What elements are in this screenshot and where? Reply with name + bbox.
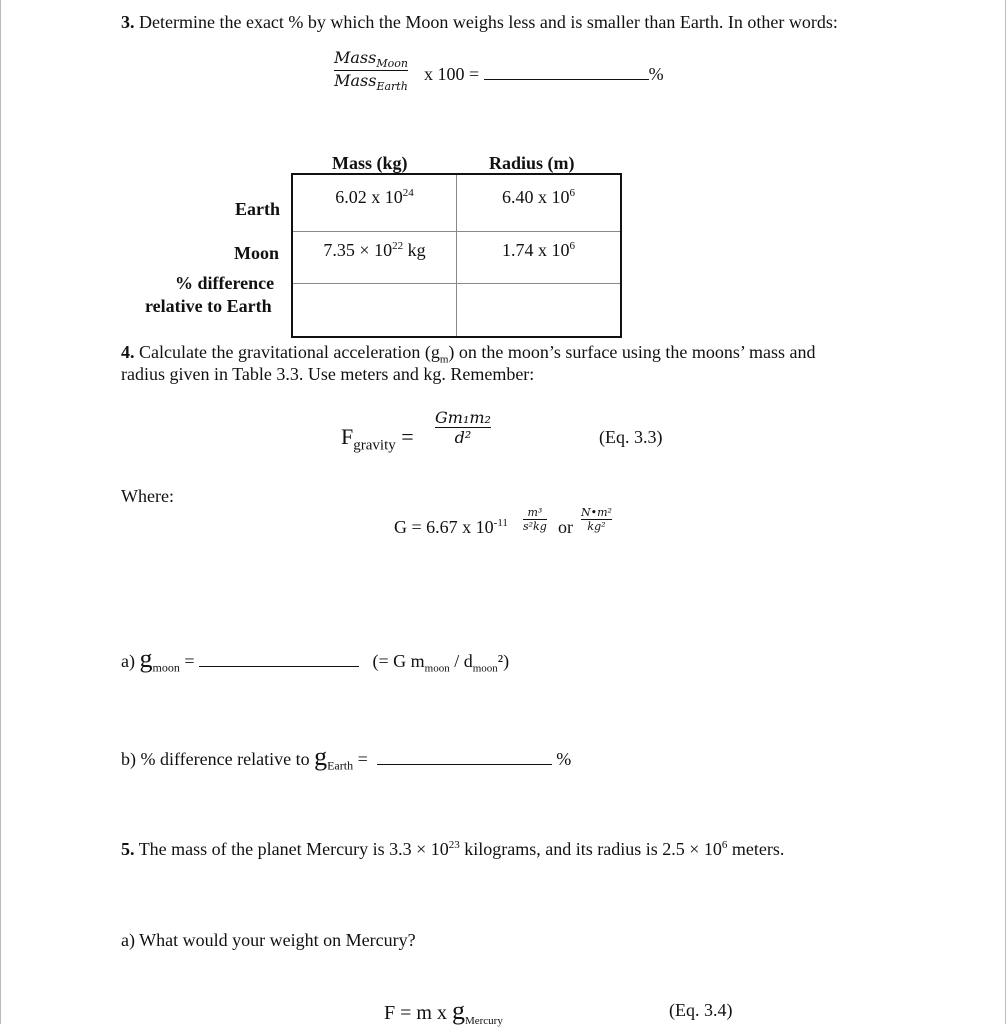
q3-text: 3. Determine the exact % by which the Moon weighs less and is smaller than Earth. In other words: — [121, 12, 838, 32]
table-row — [292, 284, 621, 338]
row-label-diff-2: relative to Earth — [145, 296, 272, 316]
eq-3-3-label: (Eq. 3.3) — [599, 427, 663, 447]
or-text: or — [558, 517, 573, 537]
header-radius: Radius (m) — [489, 153, 575, 173]
q4b: b) % difference relative to $g_{Earth}$ = % — [121, 742, 572, 773]
gmoon-answer-blank[interactable] — [199, 666, 359, 667]
eq-3-3-lhs: $F_{gravity}$ = — [341, 424, 414, 454]
eq-3-4: F = m x $g_{Mercury}$ — [384, 996, 503, 1027]
cell-earth-radius[interactable]: 6.40 x $10^6$ — [457, 174, 622, 232]
q3-fraction: Mass$_{Moon}$ Mass$_{Earth}$ — [334, 48, 408, 94]
q4-text-line2: radius given in Table 3.3. Use meters and kg. Remember: — [121, 364, 535, 384]
g-constant: G = 6.67 x $10^{-11}$ — [394, 517, 508, 537]
where-label: Where: — [121, 486, 174, 506]
g-unit-2: N•m² kg² — [581, 506, 612, 533]
row-label-diff-1: % difference — [175, 273, 275, 293]
q3-times: x 100 = % — [424, 64, 664, 84]
q4-text: 4. Calculate the gravitational acceleration $(g_m)$ on the moon’s surface using the moons’ mass and — [121, 342, 816, 366]
gearth-diff-answer-blank[interactable] — [377, 764, 552, 765]
cell-earth-mass[interactable]: 6.02 x $10^{24}$ — [292, 174, 457, 232]
data-table — [291, 173, 622, 338]
g-unit-1: m³ s²kg — [523, 506, 547, 533]
table-row — [292, 232, 621, 284]
q4a: a) $g_{moon}$ = (= G $m_{moon} / d_{moon}^2$) — [121, 644, 510, 675]
q5-text: 5. The mass of the planet Mercury is $3.3 \times 10^{23}$ kilograms, and its radius is $2.5 \times 10^6$ meters. — [121, 839, 785, 859]
q5a: a) What would your weight on Mercury? — [121, 930, 416, 950]
answer-blank[interactable] — [484, 79, 649, 80]
eq-3-3-fraction: Gm₁m₂ d² — [435, 408, 491, 447]
eq-3-4-label: (Eq. 3.4) — [669, 1000, 733, 1020]
cell-moon-radius[interactable]: 1.74 x $10^6$ — [457, 232, 622, 284]
row-label-moon: Moon — [234, 243, 279, 263]
table-row — [292, 174, 621, 232]
row-label-earth: Earth — [235, 199, 280, 219]
cell-diff-mass[interactable] — [292, 284, 457, 338]
cell-moon-mass[interactable]: $7.35 \times 10^{22}$ kg — [292, 232, 457, 284]
header-mass: Mass (kg) — [332, 153, 408, 173]
cell-diff-radius[interactable] — [457, 284, 622, 338]
